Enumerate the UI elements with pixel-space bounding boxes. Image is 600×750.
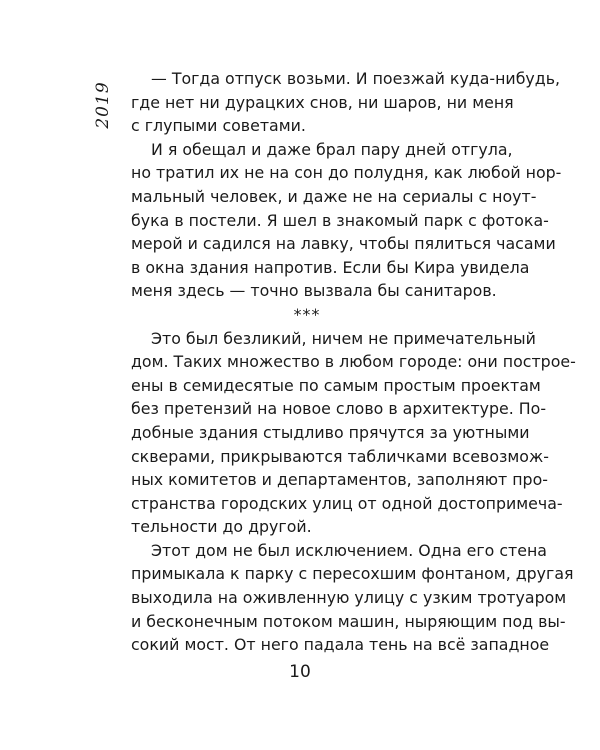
text-line: Это был безликий, ничем не примечательный	[151, 328, 536, 348]
text-line: ных комитетов и департаментов, заполняют про-	[131, 470, 548, 490]
page-number: 10	[289, 662, 311, 682]
text-line: выходила на оживленную улицу с узким тротуаром	[131, 588, 567, 608]
text-line: где нет ни дурацких снов, ни шаров, ни меня	[131, 92, 514, 112]
text-line: примыкала к парку с пересохшим фонтаном, другая	[131, 564, 574, 584]
text-line: и бесконечным потоком машин, ныряющим под вы-	[131, 611, 566, 631]
text-line: тельности до другой.	[131, 517, 312, 537]
text-line: добные здания стыдливо прячутся за уютными	[131, 422, 530, 442]
section-divider: ***	[293, 304, 321, 324]
text-line: странства городских улиц от одной достопримеча-	[131, 493, 563, 513]
text-line: мальный человек, и даже не на сериалы с ноут-	[131, 186, 537, 206]
text-line: в окна здания напротив. Если бы Кира увидела	[131, 257, 530, 277]
text-line: без претензий на новое слово в архитектуре. По-	[131, 399, 547, 419]
year-margin-mark	[83, 75, 123, 135]
text-line: бука в постели. Я шел в знакомый парк с фотока-	[131, 210, 549, 230]
text-line: но тратил их не на сон до полудня, как любой нор-	[131, 163, 562, 183]
text-line: меня здесь — точно вызвала бы санитаров.	[131, 281, 497, 301]
text-line: мерой и садился на лавку, чтобы пялиться часами	[131, 234, 556, 254]
text-line: — Тогда отпуск возьми. И поезжай куда-нибудь,	[151, 69, 561, 88]
text-line: скверами, прикрываются табличками всевозмож-	[131, 446, 549, 466]
text-line: ены в семидесятые по самым простым проектам	[131, 375, 541, 395]
text-line: сокий мост. От него падала тень на всё западное	[131, 635, 550, 655]
year-text: 2019	[93, 81, 113, 129]
text-line: с глупыми советами.	[131, 116, 306, 136]
text-line: И я обещал и даже брал пару дней отгула,	[151, 139, 513, 159]
page-text	[131, 67, 576, 657]
text-line: Этот дом не был исключением. Одна его стена	[151, 540, 547, 560]
text-line: дом. Таких множество в любом городе: они построе-	[131, 352, 576, 372]
